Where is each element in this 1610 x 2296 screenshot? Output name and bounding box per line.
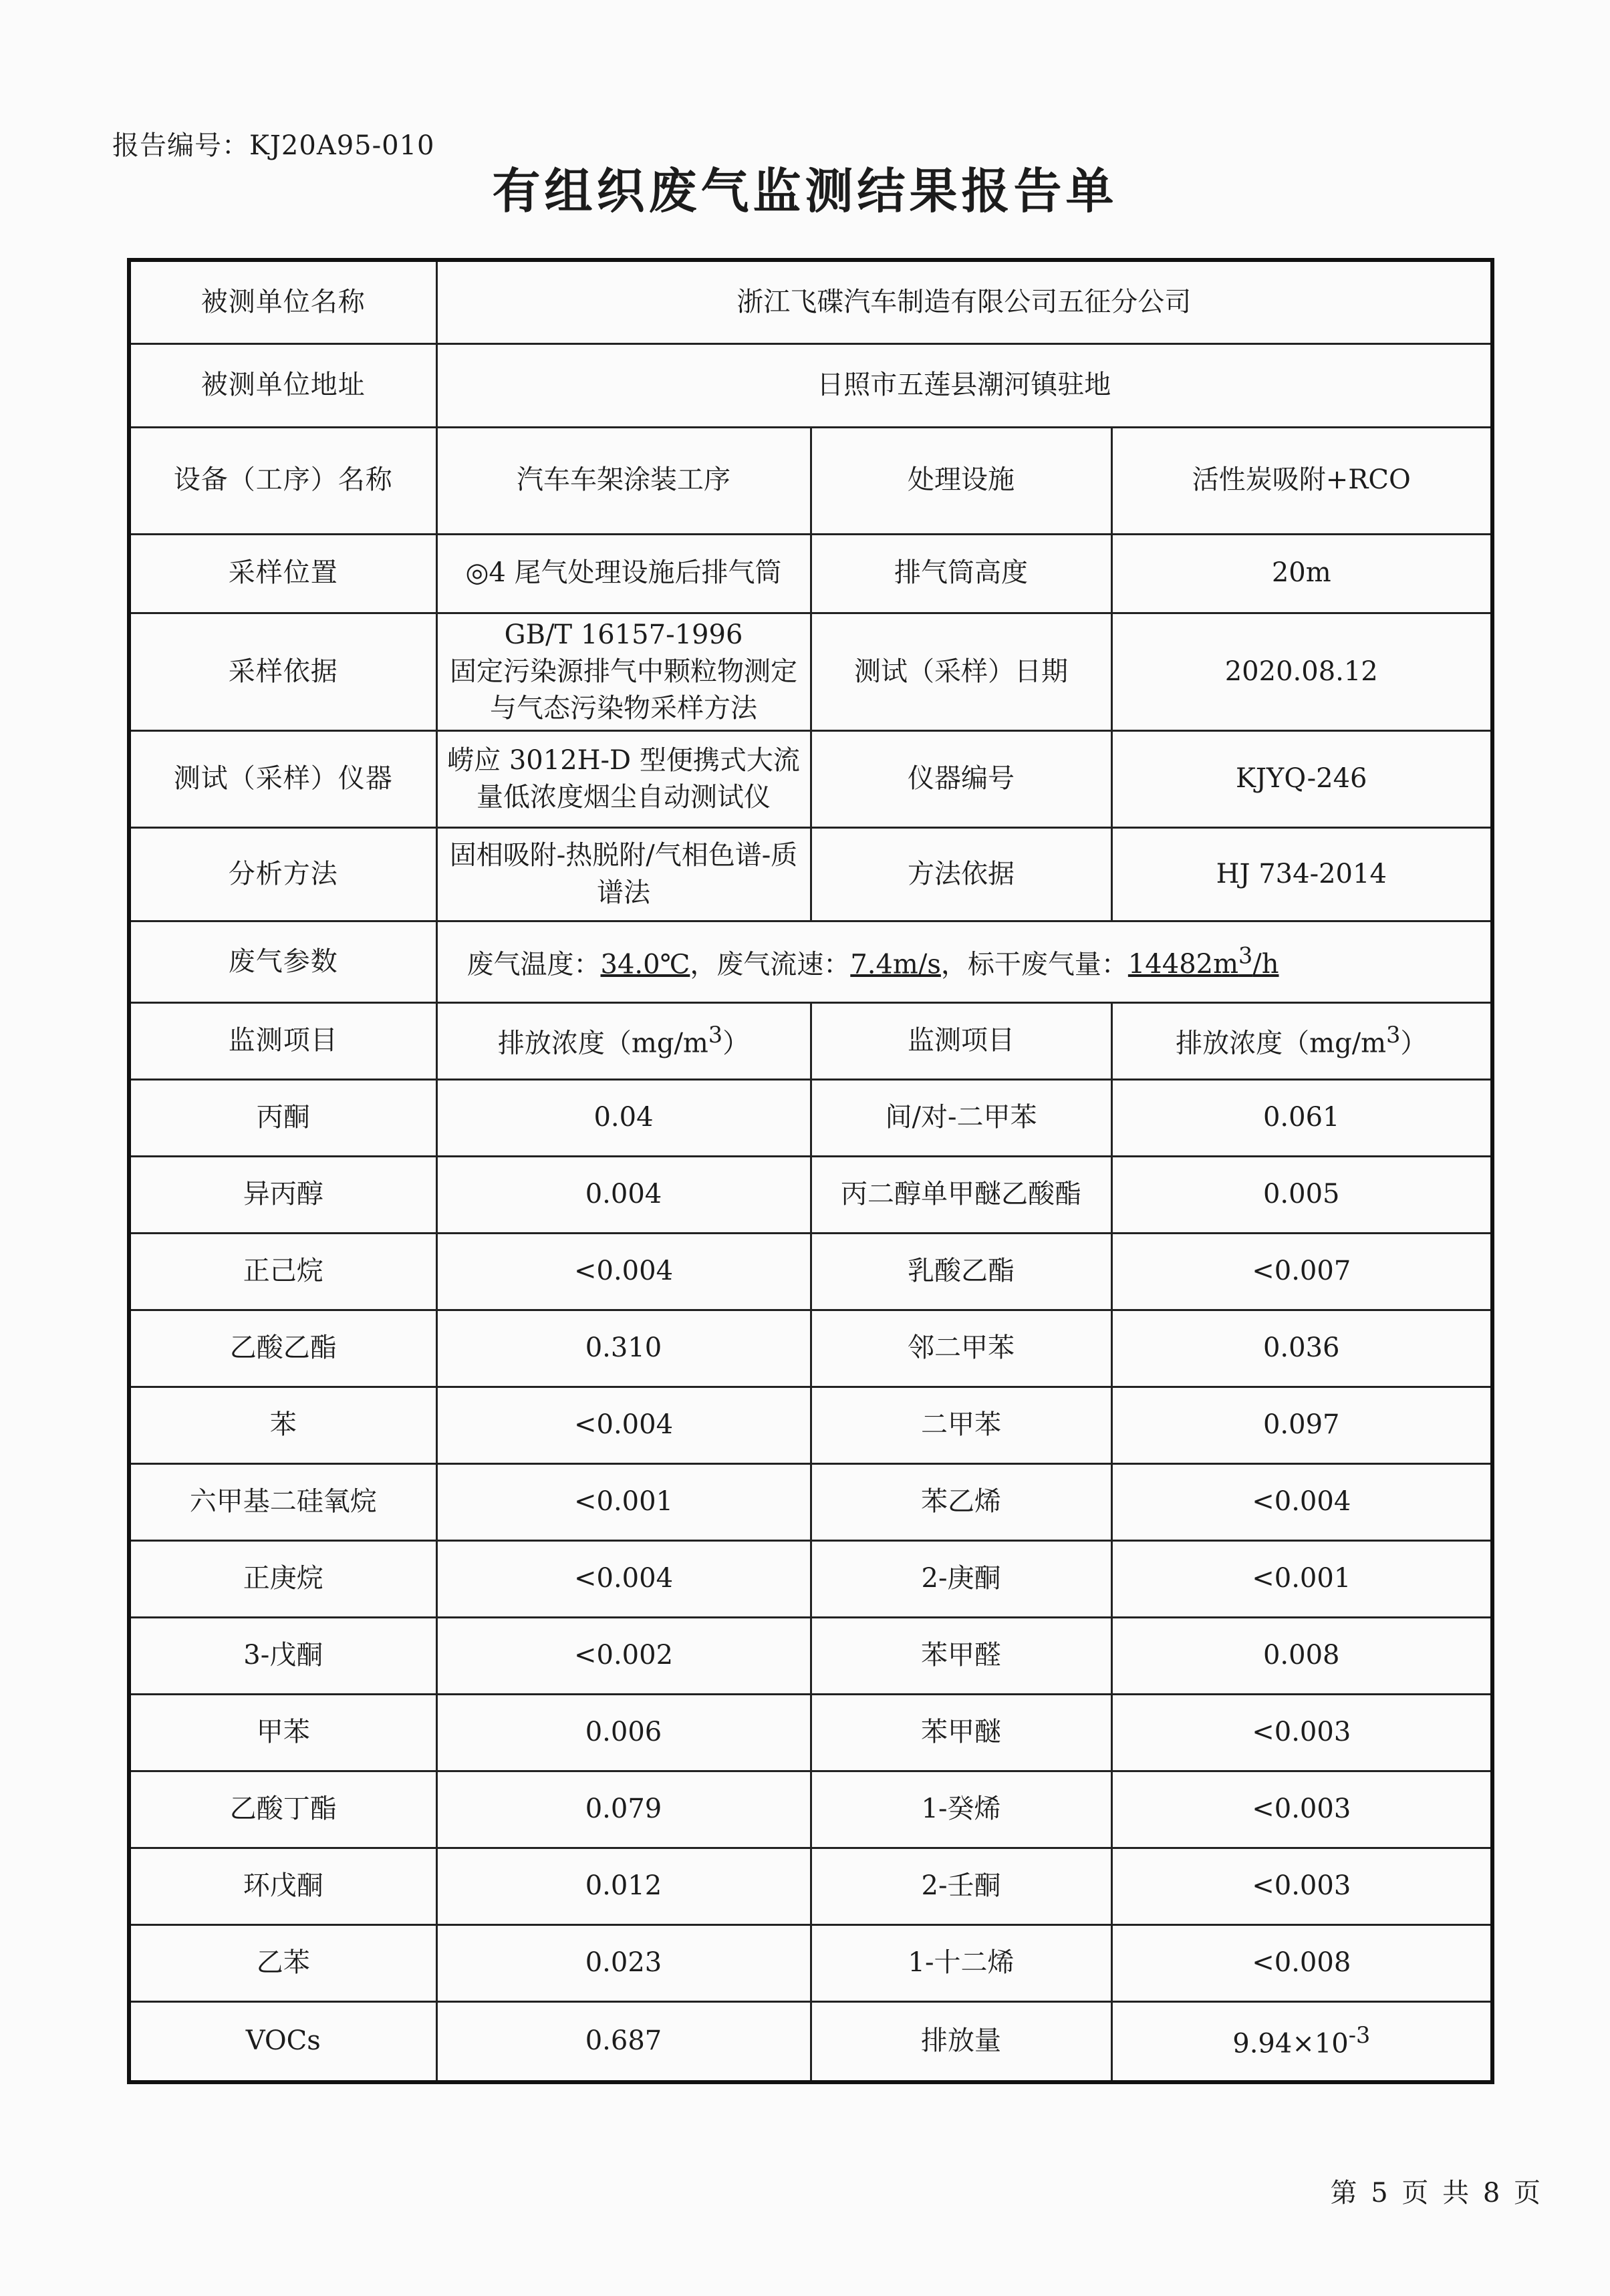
item-right: 邻二甲苯 — [811, 1310, 1111, 1387]
info-row-sampling-basis — [129, 613, 1492, 731]
header-item-right: 监测项目 — [811, 1003, 1111, 1080]
info-row-exhaust-params — [129, 921, 1492, 1003]
item-right: 丙二醇单甲醚乙酸酯 — [811, 1157, 1111, 1234]
results-header-row — [129, 1003, 1492, 1080]
table-row — [129, 1310, 1492, 1387]
value-left: 0.023 — [436, 1925, 811, 2002]
document-title: 有组织废气监测结果报告单 — [492, 162, 1118, 219]
info-row-equipment — [129, 427, 1492, 534]
item-right: 苯乙烯 — [811, 1464, 1111, 1541]
velocity-label: ，废气流速： — [690, 949, 851, 980]
value-left: <0.004 — [436, 1234, 811, 1310]
unit-name-label: 被测单位名称 — [129, 260, 436, 343]
table-row — [129, 1464, 1492, 1541]
value-left: 0.006 — [436, 1695, 811, 1771]
table-row — [129, 1234, 1492, 1310]
item-right: 2-壬酮 — [811, 1848, 1111, 1925]
value-right: <0.003 — [1111, 1695, 1492, 1771]
instrument-value: 崂应 3012H-D 型便携式大流量低浓度烟尘自动测试仪 — [436, 731, 811, 828]
header-concentration-left: 排放浓度$(mg/m^3)$ — [436, 1003, 811, 1080]
info-row-instrument — [129, 731, 1492, 828]
item-right: 1-十二烯 — [811, 1925, 1111, 2002]
vocs-label: VOCs — [129, 2002, 436, 2082]
emission-value: $9.94\times 10^{-3}$ — [1111, 2002, 1492, 2082]
unit-address-value: 日照市五莲县潮河镇驻地 — [436, 343, 1492, 427]
table-row — [129, 1387, 1492, 1464]
sampling-date-label: 测试（采样）日期 — [811, 613, 1111, 731]
analysis-method-label: 分析方法 — [129, 828, 436, 921]
table-row — [129, 1618, 1492, 1695]
value-left: <0.004 — [436, 1541, 811, 1618]
value-right: <0.003 — [1111, 1771, 1492, 1848]
item-left: 丙酮 — [129, 1080, 436, 1157]
item-left: 3-戊酮 — [129, 1618, 436, 1695]
exhaust-params-label: 废气参数 — [129, 921, 436, 1003]
emission-label: 排放量 — [811, 2002, 1111, 2082]
info-row-analysis — [129, 828, 1492, 921]
item-left: 乙苯 — [129, 1925, 436, 2002]
value-right: 0.005 — [1111, 1157, 1492, 1234]
stack-height-value: 20m — [1111, 534, 1492, 613]
analysis-method-value: 固相吸附-热脱附/气相色谱-质谱法 — [436, 828, 811, 921]
value-right: 0.008 — [1111, 1618, 1492, 1695]
instrument-number-label: 仪器编号 — [811, 731, 1111, 828]
vocs-row — [129, 2002, 1492, 2082]
flow-label: ，标干废气量： — [940, 949, 1128, 980]
value-right: <0.004 — [1111, 1464, 1492, 1541]
item-right: 苯甲醚 — [811, 1695, 1111, 1771]
exhaust-params-value — [436, 921, 1492, 1003]
sampling-date-value: 2020.08.12 — [1111, 613, 1492, 731]
value-right: <0.007 — [1111, 1234, 1492, 1310]
sampling-basis-value — [436, 613, 811, 731]
item-right: 二甲苯 — [811, 1387, 1111, 1464]
method-basis-label: 方法依据 — [811, 828, 1111, 921]
flow-value: $14482m^3/h$ — [1127, 942, 1279, 980]
value-right: <0.008 — [1111, 1925, 1492, 2002]
value-left: <0.001 — [436, 1464, 811, 1541]
monitoring-report-table — [127, 258, 1494, 2084]
value-left: 0.310 — [436, 1310, 811, 1387]
item-left: 甲苯 — [129, 1695, 436, 1771]
page-number: 第 5 页 共 8 页 — [1330, 2178, 1543, 2208]
header-concentration-right: 排放浓度$(mg/m^3)$ — [1111, 1003, 1492, 1080]
item-left: 正庚烷 — [129, 1541, 436, 1618]
item-left: 乙酸乙酯 — [129, 1310, 436, 1387]
info-row-unit-name — [129, 260, 1492, 343]
facility-value: 活性炭吸附+RCO — [1111, 427, 1492, 534]
report-number: 报告编号：KJ20A95-010 — [112, 130, 435, 161]
value-right: 0.036 — [1111, 1310, 1492, 1387]
item-left: 苯 — [129, 1387, 436, 1464]
table-row — [129, 1695, 1492, 1771]
info-row-sampling-position — [129, 534, 1492, 613]
item-left: 正己烷 — [129, 1234, 436, 1310]
equipment-label: 设备（工序）名称 — [129, 427, 436, 534]
item-right: 2-庚酮 — [811, 1541, 1111, 1618]
table-row — [129, 1541, 1492, 1618]
value-left: 0.012 — [436, 1848, 811, 1925]
value-left: 0.079 — [436, 1771, 811, 1848]
value-right: 0.097 — [1111, 1387, 1492, 1464]
item-left: 异丙醇 — [129, 1157, 436, 1234]
item-left: 环戊酮 — [129, 1848, 436, 1925]
value-left: 0.04 — [436, 1080, 811, 1157]
value-left: 0.004 — [436, 1157, 811, 1234]
value-right: 0.061 — [1111, 1080, 1492, 1157]
facility-label: 处理设施 — [811, 427, 1111, 534]
vocs-value: 0.687 — [436, 2002, 811, 2082]
item-right: 乳酸乙酯 — [811, 1234, 1111, 1310]
sampling-basis-method: 固定污染源排气中颗粒物测定与气态污染物采样方法 — [450, 656, 797, 724]
item-left: 六甲基二硅氧烷 — [129, 1464, 436, 1541]
instrument-label: 测试（采样）仪器 — [129, 731, 436, 828]
table-row — [129, 1771, 1492, 1848]
item-left: 乙酸丁酯 — [129, 1771, 436, 1848]
item-right: 苯甲醛 — [811, 1618, 1111, 1695]
table-row — [129, 1925, 1492, 2002]
instrument-number-value: KJYQ-246 — [1111, 731, 1492, 828]
value-right: <0.003 — [1111, 1848, 1492, 1925]
table-row — [129, 1157, 1492, 1234]
info-row-unit-address — [129, 343, 1492, 427]
value-left: <0.004 — [436, 1387, 811, 1464]
equipment-value: 汽车车架涂装工序 — [436, 427, 811, 534]
value-left: <0.002 — [436, 1618, 811, 1695]
unit-name-value: 浙江飞碟汽车制造有限公司五征分公司 — [436, 260, 1492, 343]
temperature-value: 34.0℃ — [600, 949, 690, 980]
sampling-basis-standard: GB/T 16157-1996 — [504, 619, 743, 650]
temperature-label: 废气温度： — [466, 949, 601, 980]
item-right: 1-癸烯 — [811, 1771, 1111, 1848]
velocity-value: 7.4m/s — [850, 949, 941, 980]
stack-height-label: 排气筒高度 — [811, 534, 1111, 613]
sampling-position-value: ◎4 尾气处理设施后排气筒 — [436, 534, 811, 613]
table-row — [129, 1080, 1492, 1157]
table-row — [129, 1848, 1492, 1925]
value-right: <0.001 — [1111, 1541, 1492, 1618]
sampling-position-label: 采样位置 — [129, 534, 436, 613]
unit-address-label: 被测单位地址 — [129, 343, 436, 427]
header-item-left: 监测项目 — [129, 1003, 436, 1080]
method-basis-value: HJ 734-2014 — [1111, 828, 1492, 921]
sampling-basis-label: 采样依据 — [129, 613, 436, 731]
item-right: 间/对-二甲苯 — [811, 1080, 1111, 1157]
